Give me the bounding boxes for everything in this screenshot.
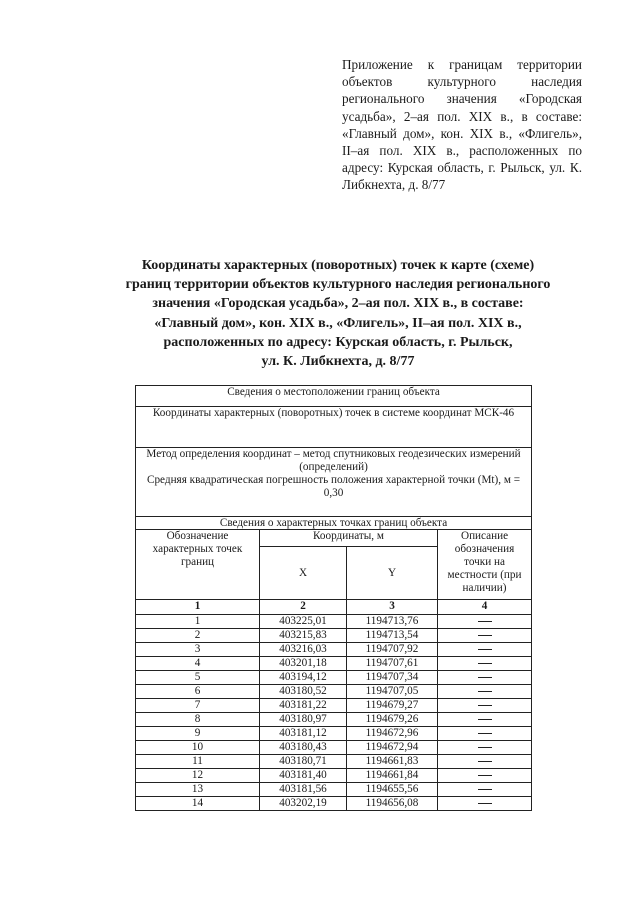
y-coordinate-cell: 1194672,96 <box>347 727 438 741</box>
point-number-cell: 8 <box>136 713 260 727</box>
x-coordinate-cell: 403180,97 <box>260 713 347 727</box>
y-coordinate-cell: 1194707,92 <box>347 643 438 657</box>
table-row <box>136 657 532 671</box>
description-cell <box>438 685 532 699</box>
col-number: 2 <box>260 600 347 615</box>
y-coordinate-cell: 1194661,84 <box>347 769 438 783</box>
y-coordinate-cell: 1194707,61 <box>347 657 438 671</box>
x-coordinate-cell: 403181,56 <box>260 783 347 797</box>
col-desc-header: Описание обозначения точки на местности (при наличии) <box>438 530 532 600</box>
description-cell <box>438 797 532 811</box>
table-row <box>136 797 532 811</box>
description-cell <box>438 671 532 685</box>
table-row <box>136 769 532 783</box>
description-cell <box>438 629 532 643</box>
description-cell <box>438 657 532 671</box>
dash-mark <box>478 705 492 706</box>
heading-line: Координаты характерных (поворотных) точек к карте (схеме) <box>141 258 535 273</box>
appendix-note: Приложение к границам территории объектов культурного наследия регионального значения «Городская усадьба», 2–ая пол. XIX в., в составе: «Главный дом», кон. XIX в., «Флигель», II–ая пол. XIX в., расположенных по адресу: Курская область, г. Рыльск, ул. К. Либкнехта, д. 8/77 <box>342 57 582 193</box>
heading-line: ул. К. Либкнехта, д. 8/77 <box>261 354 415 370</box>
x-coordinate-cell: 403201,18 <box>260 657 347 671</box>
dash-mark <box>478 775 492 776</box>
heading-line: расположенных по адресу: Курская область, г. Рыльск, <box>163 334 513 350</box>
table-row <box>136 727 532 741</box>
y-coordinate-cell: 1194655,56 <box>347 783 438 797</box>
table-row <box>136 783 532 797</box>
document-heading <box>100 256 576 371</box>
x-coordinate-cell: 403216,03 <box>260 643 347 657</box>
description-cell <box>438 783 532 797</box>
dash-mark <box>478 635 492 636</box>
table-row <box>136 629 532 643</box>
table-row <box>136 643 532 657</box>
method-cell <box>136 448 532 517</box>
dash-mark <box>478 789 492 790</box>
dash-mark <box>478 621 492 622</box>
point-number-cell: 7 <box>136 699 260 713</box>
table-row <box>136 741 532 755</box>
dash-mark <box>478 719 492 720</box>
dash-mark <box>478 803 492 804</box>
x-coordinate-cell: 403225,01 <box>260 615 347 629</box>
coordinates-table <box>135 385 532 811</box>
dash-mark <box>478 677 492 678</box>
y-coordinate-cell: 1194713,76 <box>347 615 438 629</box>
description-cell <box>438 699 532 713</box>
x-coordinate-cell: 403215,83 <box>260 629 347 643</box>
col-point-header: Обозначение характерных точек границ <box>136 530 260 600</box>
points-info-cell: Сведения о характерных точках границ объекта <box>136 517 532 530</box>
point-number-cell: 12 <box>136 769 260 783</box>
heading-line: границ территории объектов культурного наследия регионального <box>125 277 551 293</box>
x-coordinate-cell: 403181,12 <box>260 727 347 741</box>
y-coordinate-cell: 1194707,05 <box>347 685 438 699</box>
y-coordinate-cell: 1194661,83 <box>347 755 438 769</box>
col-x-header: X <box>260 547 347 600</box>
point-number-cell: 3 <box>136 643 260 657</box>
coord-system-cell: Координаты характерных (поворотных) точек в системе координат МСК-46 <box>136 407 532 448</box>
location-info-cell: Сведения о местоположении границ объекта <box>136 386 532 407</box>
point-number-cell: 1 <box>136 615 260 629</box>
y-coordinate-cell: 1194707,34 <box>347 671 438 685</box>
dash-mark <box>478 691 492 692</box>
table-row <box>136 713 532 727</box>
heading-line: значения «Городская усадьба», 2–ая пол. XIX в., в составе: <box>152 296 524 312</box>
description-cell <box>438 643 532 657</box>
description-cell <box>438 727 532 741</box>
dash-mark <box>478 761 492 762</box>
col-number: 3 <box>347 600 438 615</box>
x-coordinate-cell: 403202,19 <box>260 797 347 811</box>
x-coordinate-cell: 403180,52 <box>260 685 347 699</box>
x-coordinate-cell: 403181,22 <box>260 699 347 713</box>
point-number-cell: 11 <box>136 755 260 769</box>
description-cell <box>438 769 532 783</box>
dash-mark <box>478 733 492 734</box>
col-number: 4 <box>438 600 532 615</box>
y-coordinate-cell: 1194672,94 <box>347 741 438 755</box>
dash-mark <box>478 747 492 748</box>
point-number-cell: 4 <box>136 657 260 671</box>
description-cell <box>438 713 532 727</box>
accuracy-text: Средняя квадратическая погрешность положения характерной точки (Mt), м = 0,30 <box>147 474 521 499</box>
x-coordinate-cell: 403180,71 <box>260 755 347 769</box>
col-y-header: Y <box>347 547 438 600</box>
point-number-cell: 2 <box>136 629 260 643</box>
point-number-cell: 13 <box>136 783 260 797</box>
point-number-cell: 6 <box>136 685 260 699</box>
y-coordinate-cell: 1194656,08 <box>347 797 438 811</box>
table-row <box>136 685 532 699</box>
y-coordinate-cell: 1194679,27 <box>347 699 438 713</box>
description-cell <box>438 741 532 755</box>
point-number-cell: 5 <box>136 671 260 685</box>
col-number: 1 <box>136 600 260 615</box>
table-row <box>136 671 532 685</box>
x-coordinate-cell: 403181,40 <box>260 769 347 783</box>
point-number-cell: 9 <box>136 727 260 741</box>
description-cell <box>438 755 532 769</box>
x-coordinate-cell: 403180,43 <box>260 741 347 755</box>
dash-mark <box>478 649 492 650</box>
point-number-cell: 10 <box>136 741 260 755</box>
heading-line: «Главный дом», кон. XIX в., «Флигель», II–ая пол. XIX в., <box>154 315 522 331</box>
y-coordinate-cell: 1194679,26 <box>347 713 438 727</box>
method-text: Метод определения координат – метод спутниковых геодезических измерений (определений) <box>146 448 521 473</box>
point-number-cell: 14 <box>136 797 260 811</box>
x-coordinate-cell: 403194,12 <box>260 671 347 685</box>
dash-mark <box>478 663 492 664</box>
y-coordinate-cell: 1194713,54 <box>347 629 438 643</box>
table-row <box>136 699 532 713</box>
description-cell <box>438 615 532 629</box>
col-coords-header: Координаты, м <box>260 530 438 547</box>
table-row <box>136 755 532 769</box>
table-row <box>136 615 532 629</box>
